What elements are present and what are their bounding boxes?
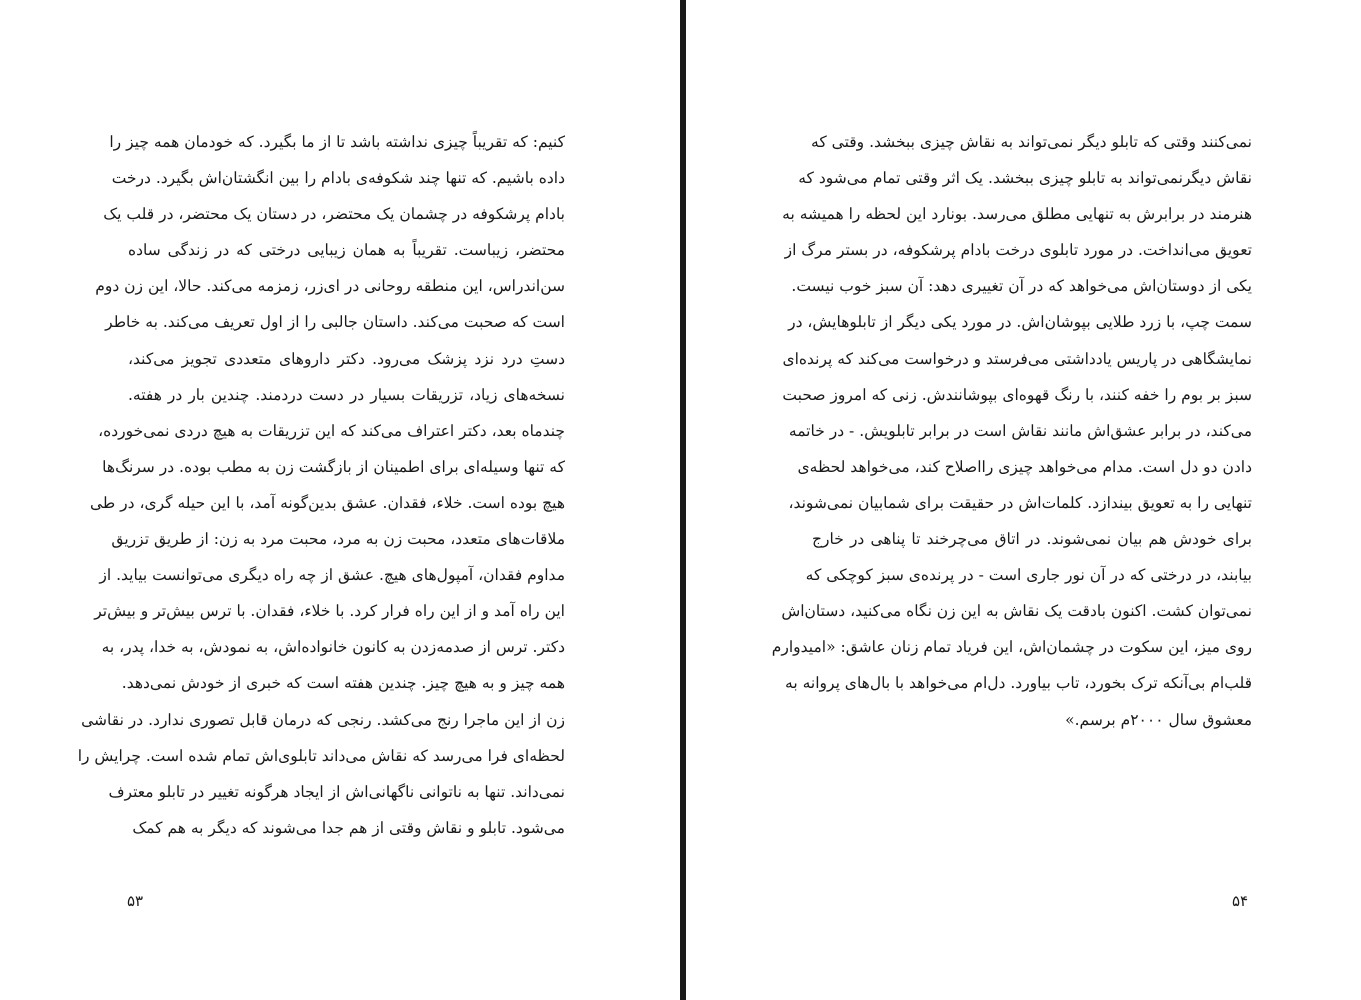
text-line: نسخه‌های زیاد، تزریقات بسیار در دست دردمند. چندین بار در هفته. (128, 385, 565, 404)
text-line: مداوم فقدان، آمپول‌های هیچ. عشق از چه راه دیگری می‌توانست بیاید. از (99, 566, 565, 585)
text-line: می‌شود. تابلو و نقاش وقتی از هم جدا می‌شوند که دیگر به هم کمک (132, 818, 565, 837)
text-line: داده باشیم. که تنها چند شکوفه‌ی بادام را بین انگشتان‌اش بگیرد. درخت (111, 169, 565, 188)
text-line: برای خودش هم بیان نمی‌شوند. در اتاق می‌چرخند تا پناهی در خارج (812, 530, 1252, 549)
text-line: نمی‌توان کشت. اکنون بادقت یک نقاش به این زن نگاه می‌کنید، دستان‌اش (781, 602, 1252, 621)
text-line: لحظه‌ای فرا می‌رسد که نقاش می‌داند تابلوی‌اش تمام شده است. چرایش را (77, 746, 565, 765)
left-page (0, 0, 680, 1000)
right-page (686, 0, 1361, 1000)
text-line: چندماه بعد، دکتر اعتراف می‌کند که این تزریقات به هیچ دردی نمی‌خورده، (98, 421, 565, 440)
text-line: ملاقات‌های متعدد، محبت زن به مرد، محبت مرد به زن: از طریق تزریق (111, 530, 565, 549)
text-line: این راه آمد و از این راه فرار کرد. با خلاء، فقدان. با ترس بیش‌تر و بیش‌تر (94, 602, 565, 621)
text-line: نمی‌کنند وقتی که تابلو دیگر نمی‌تواند به نقاش چیزی ببخشد. وقتی که (811, 133, 1252, 151)
text-line: نمی‌داند. تنها به ناتوانی ناگهانی‌اش از ایجاد هرگونه تغییر در تابلو معترف (108, 782, 565, 801)
text-line: بادام پرشکوفه در چشمان یک محتضر، در دستان یک محتضر، در قلب یک (103, 205, 565, 224)
text-line: دکتر. ترس از صدمه‌زدن به کانون خانواده‌اش، به نمودش، به خدا، پدر، به (101, 638, 565, 657)
text-line: تعویق می‌انداخت. در مورد تابلوی درخت بادام پرشکوفه، در بستر مرگ از (784, 241, 1252, 260)
left-page-text (77, 124, 565, 846)
text-line: هیچ بوده است. خلاء، فقدان. عشق بدین‌گونه آمد، با این حیله گری، در طی (89, 493, 565, 512)
text-line: یکی از دوستان‌اش می‌خواهد که در آن تغییری دهد: آن سبز خوب نیست. (791, 277, 1252, 296)
text-line: نمایشگاهی در پاریس یادداشتی می‌فرستد و درخواست می‌کند که پرنده‌ای (782, 349, 1252, 368)
text-line: محتضر، زیباست. تقریباً به همان زیبایی درختی که در زندگی ساده (128, 241, 565, 260)
text-line: می‌کند، در برابر عشق‌اش مانند نقاش است در برابر تابلویش. - در خاتمه (788, 421, 1252, 440)
text-line: قلب‌ام بی‌آنکه ترک بخورد، تاب بیاورد. دل‌ام می‌خواهد با بال‌های پروانه به (785, 674, 1252, 693)
text-line: که تنها وسیله‌ای برای اطمینان از بازگشت زن به مطب بوده. در سرنگ‌ها (102, 457, 565, 476)
right-page-text (771, 124, 1252, 738)
text-line: سن‌اندراس، این منطقه روحانی در ای‌زر، زمزمه می‌کند. حالا، این زن دوم (95, 277, 565, 296)
text-line: سبز بر بوم را خفه کنند، با رنگ قهوه‌ای بپوشانندش. زنی که امروز صحبت (782, 385, 1252, 404)
text-line: بیابند، در درختی که در آن نور جاری است - در پرنده‌ی سبز کوچکی که (805, 566, 1252, 585)
text-line: دادن دو دل است. مدام می‌خواهد چیزی رااصلاح کند، می‌خواهد لحظه‌ی (797, 457, 1252, 476)
text-line: هنرمند در برابرش به تنهایی مطلق می‌رسد. بونارد این لحظه را همیشه به (782, 205, 1252, 224)
text-line: سمت چپ، با زرد طلایی بپوشان‌اش. در مورد یکی دیگر از تابلوهایش، در (788, 313, 1252, 332)
right-page-number: ۵۴ (1232, 892, 1249, 910)
text-line: تنهایی را به تعویق بیندازد. کلمات‌اش در حقیقت برای شمابیان نمی‌شوند، (788, 493, 1252, 512)
text-line: روی میز، این سکوت در چشمان‌اش، این فریاد تمام زنان عاشق: «امیدوارم (771, 638, 1252, 657)
left-page-number: ۵۳ (127, 892, 144, 910)
text-line: همه چیز و به هیچ چیز. چندین هفته است که خبری از خودش نمی‌دهد. (121, 674, 565, 693)
text-line: معشوق سال ۲۰۰۰م برسم.» (1065, 710, 1252, 729)
text-line: است که صحبت می‌کند. داستان جالبی را از اول تعریف می‌کند. به خاطر (105, 313, 565, 332)
text-line: نقاش دیگرنمی‌تواند به تابلو چیزی ببخشد. یک اثر وقتی تمام می‌شود که (798, 169, 1252, 188)
text-line: کنیم: که تقریباً چیزی نداشته باشد تا از ما بگیرد. که خودمان همه چیز را (109, 133, 565, 151)
text-line: دستِ درد نزد پزشک می‌رود. دکتر داروهای متعددی تجویز می‌کند، (128, 349, 565, 368)
text-line: زن از این ماجرا رنج می‌کشد. رنجی که درمان قابل تصوری ندارد. در نقاشی (81, 710, 565, 729)
